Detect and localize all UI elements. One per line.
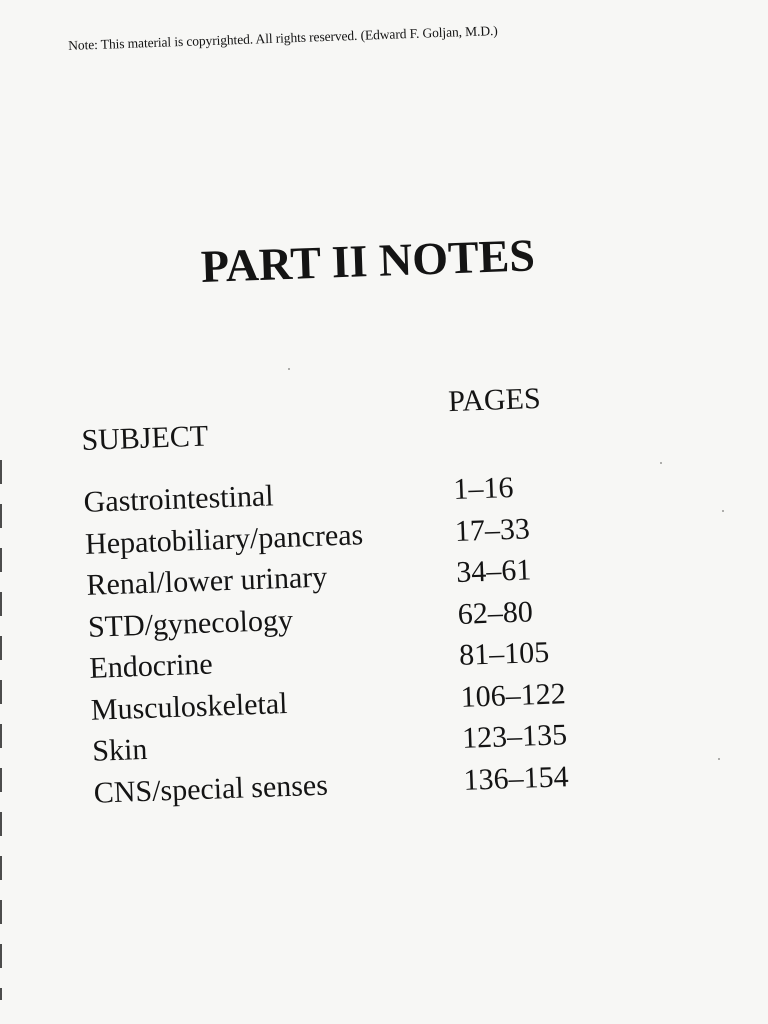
subject-column-header: SUBJECT bbox=[80, 419, 209, 457]
row-subject: Renal/lower urinary bbox=[85, 560, 328, 602]
scan-speck bbox=[288, 368, 290, 370]
row-subject: Hepatobiliary/pancreas bbox=[84, 517, 364, 561]
scan-speck bbox=[718, 758, 720, 760]
row-pages: 81–105 bbox=[458, 635, 550, 672]
contents-table bbox=[80, 378, 654, 817]
row-pages: 17–33 bbox=[454, 511, 531, 548]
row-subject: Musculoskeletal bbox=[90, 686, 288, 727]
row-pages: 62–80 bbox=[457, 594, 534, 631]
row-subject: Endocrine bbox=[88, 647, 214, 685]
scan-edge-marks bbox=[0, 460, 2, 1000]
row-subject: STD/gynecology bbox=[87, 603, 294, 644]
copyright-note: Note: This material is copyrighted. All rights reserved. (Edward F. Goljan, M.D.) bbox=[68, 23, 498, 53]
page-title: PART II NOTES bbox=[200, 229, 536, 292]
row-subject: Skin bbox=[91, 732, 148, 768]
row-pages: 136–154 bbox=[462, 759, 570, 797]
row-subject: Gastrointestinal bbox=[83, 479, 275, 519]
scan-speck bbox=[660, 462, 662, 464]
row-pages: 123–135 bbox=[461, 718, 568, 755]
row-pages: 106–122 bbox=[460, 676, 567, 714]
scan-speck bbox=[722, 510, 724, 512]
row-pages: 1–16 bbox=[452, 470, 514, 507]
row-subject: CNS/special senses bbox=[93, 768, 329, 810]
row-pages: 34–61 bbox=[455, 553, 532, 589]
pages-column-header: PAGES bbox=[447, 381, 542, 419]
